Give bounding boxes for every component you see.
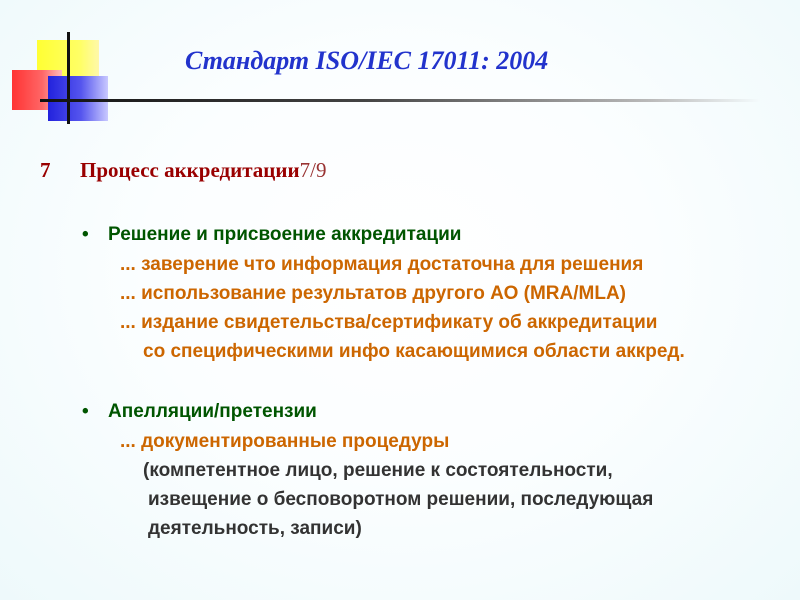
bullet-decision-text: Решение и присвоение аккредитации	[108, 224, 462, 245]
logo-vertical-line	[67, 32, 70, 124]
bullet-icon: •	[82, 224, 89, 245]
list-item: ... издание свидетельства/сертификату об аккредитации	[120, 312, 658, 333]
bullet-icon: •	[82, 401, 89, 422]
list-item: ... использование результатов другого АО (MRA/MLA)	[120, 283, 627, 304]
slide-title: Стандарт ISO/IEC 17011: 2004	[185, 46, 549, 75]
section-title: Процесс аккредитации	[80, 158, 300, 182]
note-line: деятельность, записи)	[148, 518, 362, 539]
title-divider	[40, 99, 760, 102]
section-heading	[40, 158, 326, 183]
list-item: ... документированные процедуры	[120, 431, 450, 452]
bullet-appeals	[82, 401, 317, 423]
list-item: ... заверение что информация достаточна для решения	[120, 254, 644, 275]
bullet-decision	[82, 224, 461, 246]
list-item: со специфическими инфо касающимися области аккред.	[143, 341, 685, 362]
section-number: 7	[40, 158, 51, 182]
logo-blocks	[0, 0, 120, 130]
note-line: извещение о бесповоротном решении, последующая	[148, 489, 654, 510]
bullet-appeals-text: Апелляции/претензии	[108, 401, 317, 422]
page-indicator: 7/9	[299, 158, 327, 182]
note-line: (компетентное лицо, решение к состоятельности,	[143, 460, 613, 481]
